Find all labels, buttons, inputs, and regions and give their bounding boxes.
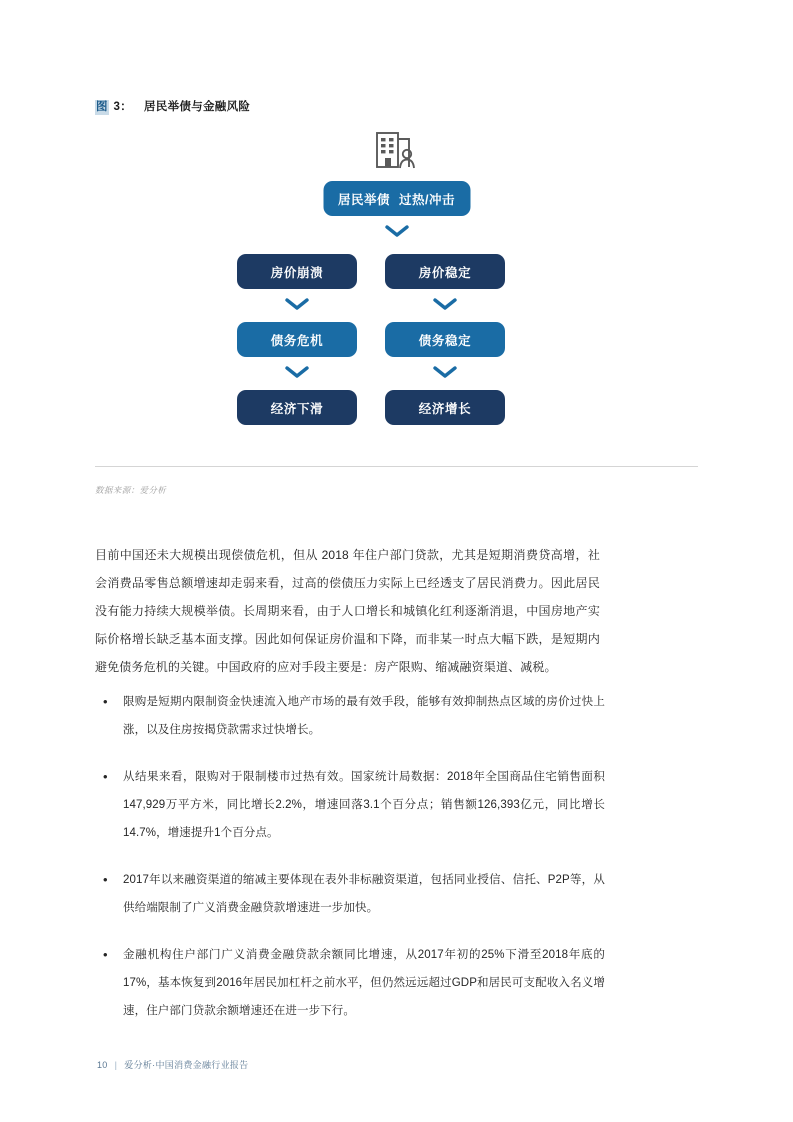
diagram-node-right-2: 债务稳定 (385, 322, 505, 357)
chevron-down-icon (285, 298, 309, 311)
footer-separator: | (114, 1059, 118, 1070)
page-number: 10 (97, 1059, 108, 1070)
chevron-down-icon (433, 298, 457, 311)
chevron-down-icon (285, 366, 309, 379)
list-item (95, 763, 605, 847)
figure-divider (95, 466, 698, 467)
building-person-icon (369, 127, 425, 175)
diagram-node-top-label-left: 居民举债 (338, 192, 391, 207)
footer-label: 爱分析·中国消费金融行业报告 (124, 1060, 249, 1070)
diagram-node-right-1: 房价稳定 (385, 254, 505, 289)
diagram-node-right-3: 经济增长 (385, 390, 505, 425)
figure-diagram (95, 125, 698, 445)
figure-title-text: 居民举债与金融风险 (144, 101, 251, 113)
list-item (95, 866, 605, 922)
figure-source: 数据来源：爱分析 (95, 485, 167, 495)
bullet-marker: • (103, 694, 108, 709)
figure-title (95, 98, 250, 115)
list-item-text: 限购是短期内限制资金快速流入地产市场的最有效手段，能够有效抑制热点区域的房价过快上涨，以及住房按揭贷款需求过快增长。 (123, 696, 605, 736)
list-item (95, 688, 605, 744)
bullet-list (95, 688, 605, 1044)
list-item (95, 941, 605, 1025)
list-item-text: 2017年以来融资渠道的缩减主要体现在表外非标融资渠道，包括同业授信、信托、P2P等，从供给端限制了广义消费金融贷款增速进一步加快。 (123, 874, 605, 914)
list-item-text: 从结果来看，限购对于限制楼市过热有效。国家统计局数据：2018年全国商品住宅销售面积147,929万平方米，同比增长2.2%，增速回落3.1个百分点；销售额126,393亿元，同比增长14.7%，增速提升1个百分点。 (123, 771, 605, 839)
bullet-marker: • (103, 872, 108, 887)
diagram-node-left-2: 债务危机 (237, 322, 357, 357)
diagram-node-left-1: 房价崩溃 (237, 254, 357, 289)
diagram-node-top (323, 181, 470, 216)
body-paragraph: 目前中国还未大规模出现偿债危机，但从 2018 年住户部门贷款，尤其是短期消费贷高增，社会消费品零售总额增速却走弱来看，过高的偿债压力实际上已经透支了居民消费力。因此居民没有能力持续大规模举债。长周期来看，由于人口增长和城镇化红利逐渐消退，中国房地产实际价格增长缺乏基本面支撑。因此如何保证房价温和下降，而非某一时点大幅下跌，是短期内避免债务危机的关键。中国政府的应对手段主要是：房产限购、缩减融资渠道、减税。 (95, 548, 600, 674)
chevron-down-icon (385, 225, 409, 238)
list-item-text: 金融机构住户部门广义消费金融贷款余额同比增速，从2017年初的25%下滑至2018年底的17%，基本恢复到2016年居民加杠杆之前水平，但仍然远远超过GDP和居民可支配收入名义增速，住户部门贷款余额增速还在进一步下行。 (123, 949, 605, 1017)
bullet-marker: • (103, 769, 108, 784)
chevron-down-icon (433, 366, 457, 379)
bullet-marker: • (103, 947, 108, 962)
page-footer (97, 1058, 248, 1071)
figure-marker: 图 (96, 101, 108, 113)
diagram-node-top-label-right: 过热/冲击 (399, 192, 455, 207)
figure-number: 3： (113, 101, 132, 113)
diagram-node-left-3: 经济下滑 (237, 390, 357, 425)
